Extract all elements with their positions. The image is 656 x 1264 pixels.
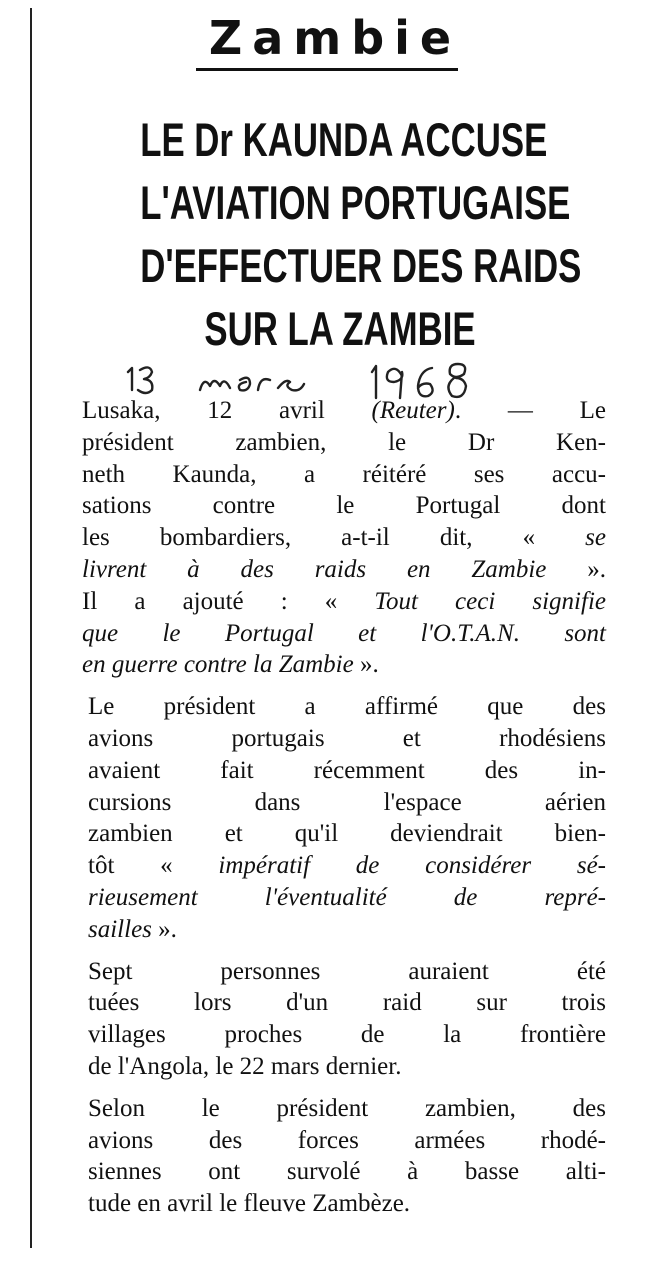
text-run: président zambien, le Dr Ken-: [82, 428, 606, 456]
section-underline: [196, 68, 458, 71]
text-run: avions portugais et rhodésiens: [88, 724, 606, 752]
italic-text: se: [585, 524, 606, 552]
article-line: [82, 987, 606, 1019]
article-line: [82, 1188, 606, 1220]
text-run: de l'Angola, le 22 mars dernier.: [88, 1052, 402, 1080]
text-run: zambien et qu'il deviendrait bien-: [88, 820, 606, 848]
article-line: [82, 649, 606, 681]
article-body: [82, 395, 606, 1220]
text-run: ».: [353, 651, 379, 679]
text-run: sations contre le Portugal dont: [82, 492, 606, 520]
article-line: [82, 1019, 606, 1051]
text-run: avions des forces armées rhodé-: [88, 1126, 606, 1154]
text-run: cursions dans l'espace aérien: [88, 788, 606, 816]
text-run: avaient fait récemment des in-: [88, 756, 606, 784]
article-line: [82, 554, 606, 586]
article-line: [82, 490, 606, 522]
article-line: [82, 395, 606, 427]
article-line: [82, 459, 606, 491]
article-paragraph: [82, 395, 606, 681]
text-run: tôt «: [88, 852, 219, 880]
article-line: [82, 1051, 606, 1083]
article-line: [82, 723, 606, 755]
article-line: [82, 586, 606, 618]
text-run: villages proches de la frontière: [88, 1021, 606, 1049]
article-line: [82, 691, 606, 723]
italic-text: (Reuter): [371, 397, 455, 424]
article-line: [82, 956, 606, 988]
article-line: [82, 850, 606, 882]
text-run: Sept personnes auraient été: [88, 957, 606, 985]
text-run: Le président a affirmé que des: [88, 693, 606, 721]
article-line: [82, 882, 606, 914]
headline: [140, 108, 582, 360]
headline-line: D'EFFECTUER DES RAIDS: [140, 239, 582, 292]
article-line: [82, 1156, 606, 1188]
article-line: [82, 1093, 606, 1125]
italic-text: sailles: [88, 915, 152, 943]
column-rule: [30, 8, 32, 1248]
text-run: neth Kaunda, a réitéré ses accu-: [82, 460, 606, 488]
headline-line: L'AVIATION PORTUGAISE: [140, 176, 571, 229]
italic-text: que le Portugal et l'O.T.A.N. sont: [82, 619, 606, 647]
text-run: . — Le: [454, 397, 606, 424]
italic-text: Tout ceci signifie: [374, 587, 606, 615]
article-line: [82, 787, 606, 819]
italic-text: rieusement l'éventualité de repré-: [88, 883, 606, 911]
text-run: tude en avril le fleuve Zambèze.: [88, 1190, 411, 1218]
headline-line: LE Dr KAUNDA ACCUSE: [140, 113, 548, 166]
italic-text: impératif de considérer sé-: [218, 852, 606, 880]
text-run: Lusaka, 12 avril: [82, 397, 372, 424]
article-line: [82, 1125, 606, 1157]
text-run: ».: [546, 555, 607, 583]
italic-text: en guerre contre la Zambie: [82, 651, 354, 679]
text-run: les bombardiers, a-t-il dit, «: [82, 524, 586, 552]
article-paragraph: [82, 956, 606, 1083]
text-run: tuées lors d'un raid sur trois: [88, 989, 606, 1017]
italic-text: livrent à des raids en Zambie: [82, 555, 547, 583]
section-title: Zambie: [208, 11, 462, 65]
article-line: [82, 755, 606, 787]
article-paragraph: [82, 1093, 606, 1220]
article-line: [82, 818, 606, 850]
article-line: [82, 427, 606, 459]
text-run: siennes ont survolé à basse alti-: [88, 1158, 606, 1186]
text-run: ».: [151, 915, 177, 943]
headline-line: SUR LA ZAMBIE: [204, 302, 476, 355]
article-line: [82, 914, 606, 946]
text-run: Selon le président zambien, des: [88, 1094, 606, 1122]
article-line: [82, 618, 606, 650]
text-run: Il a ajouté : «: [82, 587, 375, 615]
article-line: [82, 522, 606, 554]
article-paragraph: [82, 691, 606, 945]
